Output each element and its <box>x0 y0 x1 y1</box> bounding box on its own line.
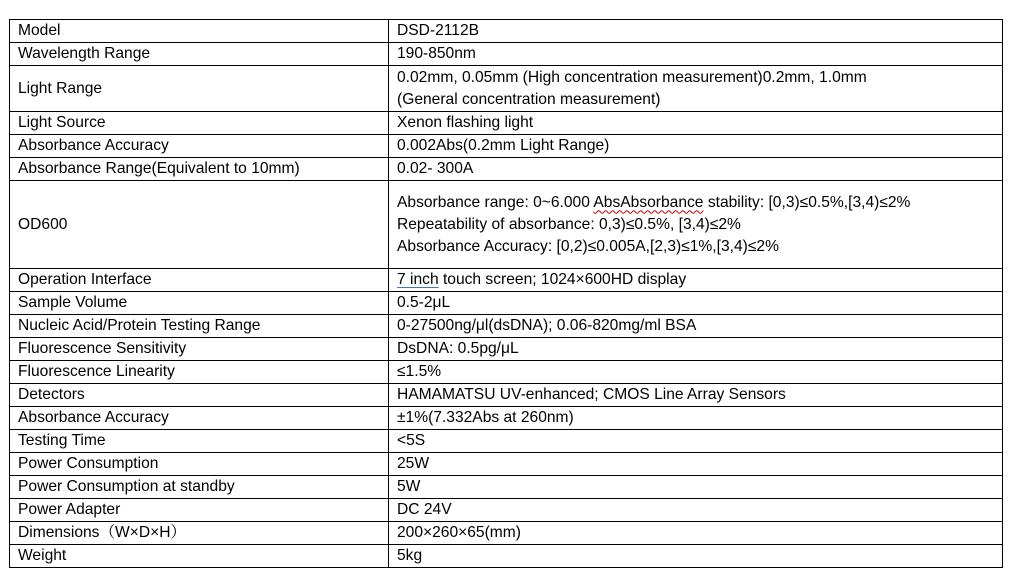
proofing-mark: 7 inch <box>397 271 439 288</box>
table-row <box>10 361 1003 384</box>
row-value: 0.5-2μL <box>389 292 1003 315</box>
table-row <box>10 20 1003 43</box>
value-line: (General concentration measurement) <box>397 90 661 108</box>
row-label: Model <box>10 20 389 43</box>
row-label: Detectors <box>10 384 389 407</box>
row-value: <5S <box>389 430 1003 453</box>
table-row <box>10 453 1003 476</box>
row-value: 0-27500ng/μl(dsDNA); 0.06-820mg/ml BSA <box>389 315 1003 338</box>
row-label: Fluorescence Linearity <box>10 361 389 384</box>
row-label: Absorbance Accuracy <box>10 135 389 158</box>
proofing-mark: AbsAbsorbance <box>593 193 704 211</box>
table-row <box>10 315 1003 338</box>
row-label: Light Range <box>10 66 389 112</box>
row-value: 0.02- 300A <box>389 158 1003 181</box>
row-label: Absorbance Range(Equivalent to 10mm) <box>10 158 389 181</box>
row-value <box>389 66 1003 112</box>
row-value: HAMAMATSU UV-enhanced; CMOS Line Array Sensors <box>389 384 1003 407</box>
row-label: Operation Interface <box>10 269 389 292</box>
table-row <box>10 269 1003 292</box>
row-value: 25W <box>389 453 1003 476</box>
row-value: 190-850nm <box>389 43 1003 66</box>
table-row <box>10 430 1003 453</box>
row-value: ±1%(7.332Abs at 260nm) <box>389 407 1003 430</box>
row-value: ≤1.5% <box>389 361 1003 384</box>
table-row <box>10 545 1003 568</box>
spec-table <box>9 19 1003 568</box>
row-value: DC 24V <box>389 499 1003 522</box>
row-label: Sample Volume <box>10 292 389 315</box>
value-line: Absorbance Accuracy: [0,2)≤0.005A,[2,3)≤1%,[3,4)≤2% <box>397 237 779 255</box>
spec-table-body <box>10 20 1003 568</box>
row-label: Dimensions（W×D×H） <box>10 522 389 545</box>
table-row <box>10 112 1003 135</box>
table-row <box>10 522 1003 545</box>
value-line: Repeatability of absorbance: 0,3)≤0.5%, [3,4)≤2% <box>397 215 741 233</box>
row-value: 5W <box>389 476 1003 499</box>
row-value: DSD-2112B <box>389 20 1003 43</box>
row-value: Xenon flashing light <box>389 112 1003 135</box>
value-line: Absorbance range: 0~6.000 AbsAbsorbance stability: [0,3)≤0.5%,[3,4)≤2% <box>397 193 911 211</box>
table-row <box>10 158 1003 181</box>
row-label: Weight <box>10 545 389 568</box>
table-row <box>10 43 1003 66</box>
row-value: 0.002Abs(0.2mm Light Range) <box>389 135 1003 158</box>
row-label: Wavelength Range <box>10 43 389 66</box>
row-value <box>389 181 1003 269</box>
row-label: Power Consumption <box>10 453 389 476</box>
row-value: 5kg <box>389 545 1003 568</box>
row-label: Testing Time <box>10 430 389 453</box>
table-row <box>10 338 1003 361</box>
table-row <box>10 181 1003 269</box>
row-value: 7 inch touch screen; 1024×600HD display <box>389 269 1003 292</box>
table-row <box>10 292 1003 315</box>
row-value: 200×260×65(mm) <box>389 522 1003 545</box>
row-label: OD600 <box>10 181 389 269</box>
table-row <box>10 66 1003 112</box>
row-label: Power Consumption at standby <box>10 476 389 499</box>
row-label: Absorbance Accuracy <box>10 407 389 430</box>
row-label: Nucleic Acid/Protein Testing Range <box>10 315 389 338</box>
row-label: Power Adapter <box>10 499 389 522</box>
row-label: Light Source <box>10 112 389 135</box>
table-row <box>10 476 1003 499</box>
row-label: Fluorescence Sensitivity <box>10 338 389 361</box>
table-row <box>10 384 1003 407</box>
table-row <box>10 407 1003 430</box>
table-row <box>10 135 1003 158</box>
row-value: DsDNA: 0.5pg/μL <box>389 338 1003 361</box>
table-row <box>10 499 1003 522</box>
value-line: 0.02mm, 0.05mm (High concentration measurement)0.2mm, 1.0mm <box>397 68 867 86</box>
